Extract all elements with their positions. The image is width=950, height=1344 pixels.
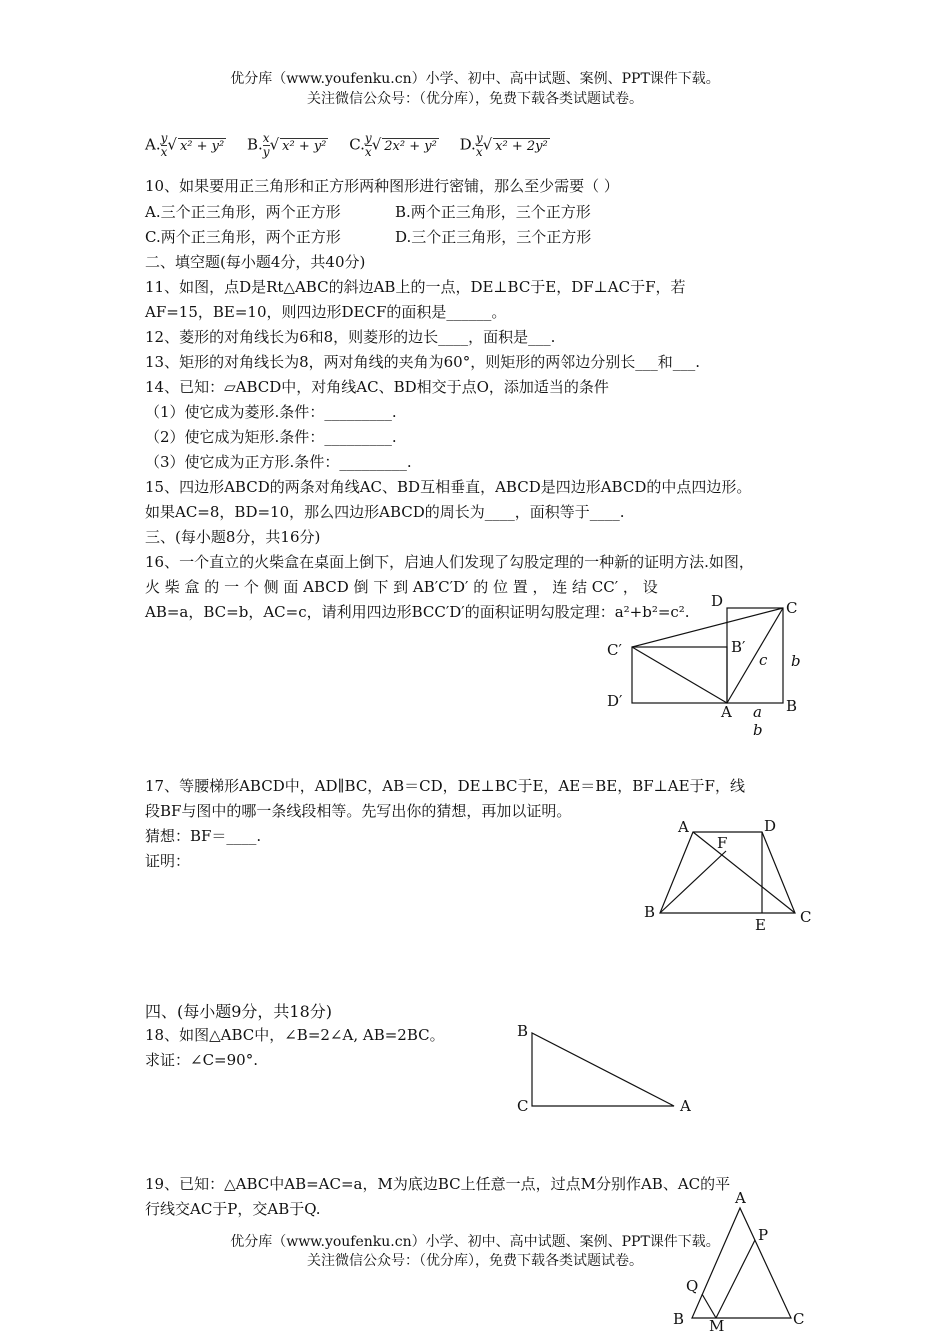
section-3-title: 三、(每小题8分，共16分) [145,528,321,546]
q16-label-d: D [711,592,724,610]
q19-label-q: Q [686,1277,699,1295]
q17-guess: 猜想：BF＝____. [145,827,262,845]
q17-label-a: A [678,818,689,836]
q10-option-b: B.两个正三角形，三个正方形 [395,203,591,221]
q10-option-d: D.三个正三角形，三个正方形 [395,228,592,246]
footer-line-1: 优分库（www.youfenku.cn）小学、初中、高中试题、案例、PPT课件下载。 [230,1234,720,1250]
q11-line-1: 11、如图，点D是Rt△ABC的斜边AB上的一点，DE⊥BC于E，DF⊥AC于F，若 [145,278,686,296]
q16-line-2: 火 柴 盒 的 一 个 侧 面 ABCD 倒 下 到 AB′C′D′ 的 位 置 ， 连 结 CC′ ， 设 [145,578,658,596]
header-line-1: 优分库（www.youfenku.cn）小学、初中、高中试题、案例、PPT课件下载。 [230,71,720,87]
q14-part-2: （2）使它成为矩形.条件：_________. [145,428,397,446]
q19-label-b: B [673,1310,685,1328]
q13: 13、矩形的对角线长为8，两对角线的夹角为60°，则矩形的两邻边分别长___和___. [145,353,700,371]
q12: 12、菱形的对角线长为6和8，则菱形的边长____，面积是___. [145,328,556,346]
q17-proof-label: 证明： [145,852,191,870]
q17-label-e: E [755,916,766,934]
q10-stem: 10、如果要用正三角形和正方形两种图形进行密铺，那么至少需要（ ） [145,177,619,195]
q16-line-1: 16、一个直立的火柴盒在桌面上倒下，启迪人们发现了勾股定理的一种新的证明方法.如图， [145,553,754,571]
q16-label-d-prime: D′ [607,692,623,710]
q17-label-b: B [644,903,656,921]
q9-option-d: D. $\frac{y}{x}$ √ x² + 2y² [459,131,548,159]
section-2-title: 二、填空题(每小题4分，共40分) [145,253,366,271]
q19-line-2: 行线交AC于P，交AB于Q. [145,1200,321,1218]
q10-option-c: C.两个正三角形，两个正方形 [145,228,341,246]
q14-part-3: （3）使它成为正方形.条件：_________. [145,453,412,471]
q18-line-2: 求证：∠C=90°. [145,1051,258,1069]
q16-label-a-side: a [753,703,762,721]
q16-label-b-bottom: b [753,721,763,739]
q16-line-3: AB=a，BC=b，AC=c，请利用四边形BCC′D′的面积证明勾股定理：a²+b²=c². [145,603,690,621]
q16-label-b-side: b [791,652,801,670]
q16-label-c: C [786,599,798,617]
q17-label-f: F [717,834,728,852]
q16-label-b: B [786,697,798,715]
q16-label-a: A [721,703,732,721]
q19-line-mq [702,1294,716,1318]
q16-label-c-prime: C′ [607,641,622,659]
q15-line-1: 15、四边形ABCD的两条对角线AC、BD互相垂直，ABCD是四边形ABCD的中点四边形。 [145,478,752,496]
q16-label-b-prime: B′ [731,638,746,656]
footer-line-2: 关注微信公众号：（优分库），免费下载各类试题试卷。 [307,1253,643,1269]
section-4-title: 四、(每小题9分，共18分) [145,1002,333,1021]
header-line-2: 关注微信公众号：（优分库），免费下载各类试题试卷。 [307,91,643,107]
q10-option-a: A.三个正三角形，两个正方形 [145,203,341,221]
q18-label-c: C [517,1097,529,1115]
q17-line-2: 段BF与图中的哪一条线段相等。先写出你的猜想，再加以证明。 [145,802,572,820]
q19-label-a: A [735,1189,746,1207]
q18-label-a: A [680,1097,691,1115]
q14-stem: 14、已知：▱ABCD中，对角线AC、BD相交于点O，添加适当的条件 [145,378,609,396]
q19-label-m: M [709,1317,725,1335]
q19-label-p: P [758,1226,769,1244]
q18-label-b: B [517,1022,529,1040]
q19-label-c: C [793,1310,805,1328]
q9-option-c: C. $\frac{y}{x}$ √ 2x² + y² [349,131,437,159]
q17-label-d: D [764,817,777,835]
q17-label-c: C [800,908,812,926]
q14-part-1: （1）使它成为菱形.条件：_________. [145,403,397,421]
q18-line-1: 18、如图△ABC中，∠B=2∠A, AB=2BC。 [145,1026,445,1044]
q9-option-a: A. $\frac{y}{x}$ √ x² + y² [145,131,225,159]
q11-line-2: AF=15，BE=10，则四边形DECF的面积是______。 [145,303,507,321]
q15-line-2: 如果AC=8，BD=10，那么四边形ABCD的周长为____，面积等于____. [145,503,625,521]
q19-line-1: 19、已知：△ABC中AB=AC=a，M为底边BC上任意一点，过点M分别作AB、AC的平 [145,1175,731,1193]
q16-label-c-side: c [759,651,768,669]
q9-option-b: B. $\frac{x}{y}$ √ x² + y² [247,131,327,159]
q17-line-1: 17、等腰梯形ABCD中，AD∥BC，AB＝CD，DE⊥BC于E，AE＝BE，BF⊥AE于F，线 [145,777,745,795]
